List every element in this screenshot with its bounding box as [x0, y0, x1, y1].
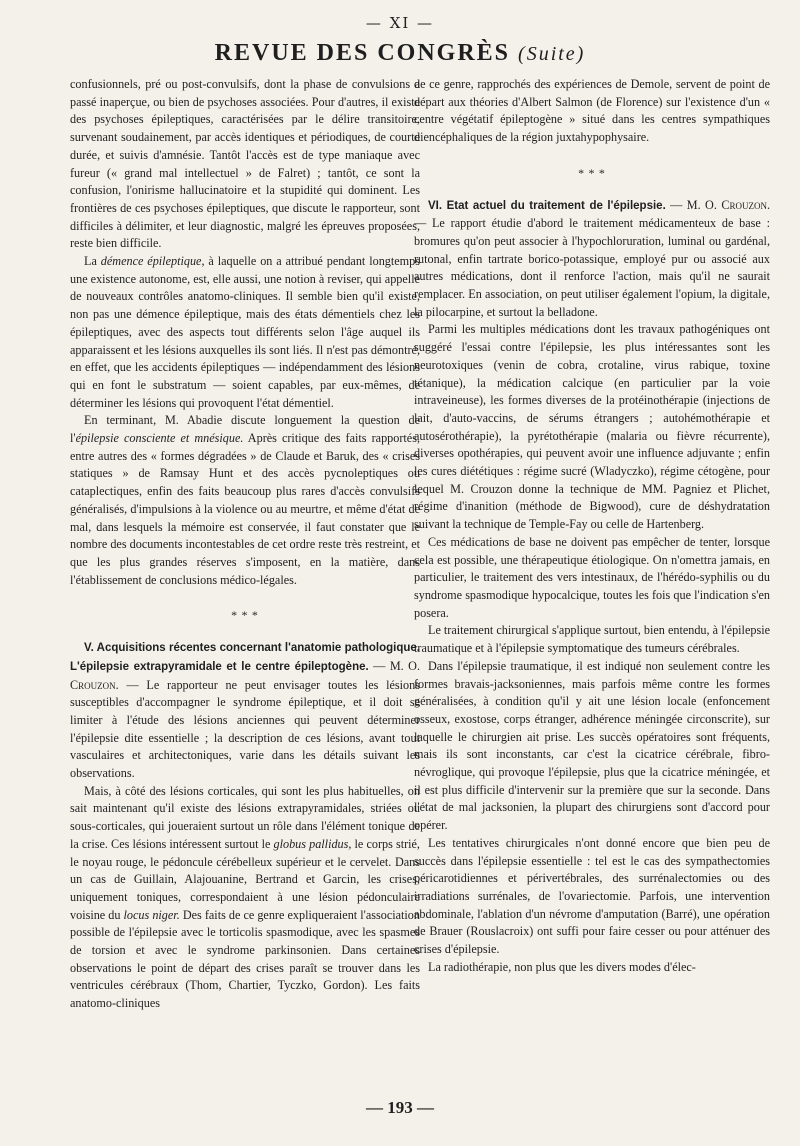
right-column: [414, 76, 770, 976]
paragraph: Ces médications de base ne doivent pas empêcher de tenter, lorsque cela est possible, une thérapeutique étiologique. On n'omettra jamais, en particulier, le traitement des vers intestinaux, de l'hérédo-syphilis ou du syndrome spasmodique hypocalcique, toutes les fois que l'indication s'en posera.: [414, 534, 770, 620]
paragraph: Le traitement chirurgical s'applique surtout, bien entendu, à l'épilepsie traumatique et à l'épilepsie symptomatique des tumeurs cérébrales.: [414, 623, 770, 656]
paragraph: En terminant, M. Abadie discute longuement la question de l'épilepsie consciente et mnésique. Après critique des faits rapportés, entre autres des « formes dégradées » de Claude et Baruk, des « crises statiques » de Ramsay Hunt et des accès pycnoleptiques ou cataplectiques, enfin des faits beaucoup plus rares d'accès convulsifs généralisés, d'impulsions à la violence ou au meurtre, et même d'état de mal, dans lesquels la mémoire est conservée, il faut constater que le nombre des documents incontestables de cet ordre reste très restreint, et que les plus grandes réserves s'imposent, en la matière, dans l'établissement de conclusions médico-légales.: [70, 413, 420, 587]
running-title: [0, 40, 800, 67]
page-number-roman: — XI —: [365, 14, 435, 32]
section-title: VI. Etat actuel du traitement de l'épilepsie.: [428, 199, 666, 212]
paragraph: Mais, à côté des lésions corticales, qui sont les plus habituelles, on sait maintenant qu'il existe des lésions extrapyramidales, striées ou sous-corticales, qui joueraient surtout un rôle dans l'élément tonique de la crise. Ces lésions intéressent surtout le globus pallidus, le corps strié, le noyau rouge, le pédoncule cérébelleux supérieur et le cervelet. Dans un cas de Guillain, Alajouanine, Bertrand et Garcin, les crises, uniquement toniques, correspondaient à une lésion pédonculaire voisine du locus niger. Des faits de ce genre expliqueraient l'association possible de l'épilepsie avec le torticolis spasmodique, avec les spasmes de torsion et avec le syndrome parkinsonien. Dans certaines observations le point de départ des crises paraît se trouver dans les ventricules cérébraux (Thom, Chartier, Tyczko, Gordon). Les faits anatomo-cliniques: [70, 783, 420, 1011]
left-column: [70, 76, 420, 1013]
paragraph: Les tentatives chirurgicales n'ont donné encore que bien peu de succès dans l'épilepsie essentielle : tel est le cas des sympathectomies péricarotidiennes et périvertébrales, des surrénalectomies ou des irradiations surrénales, de l'ovariectomie. Parfois, une intervention abdominale, l'ablation d'un névrome d'amputation (Barré), une opération de Brauer (Rouslacroix) ont suffi pour faire cesser ou pour atténuer des crises d'épilepsie.: [414, 835, 770, 957]
paragraph: Parmi les multiples médications dont les travaux pathogéniques ont suggéré l'essai contre l'épilepsie, les plus intéressantes sont les neurotoxiques (venin de cobra, crotaline, virus rabique, toxine tétanique), la médication calcique (en particulier par la voie intraveineuse), les formes diverses de la protéinothérapie (injections de lait, d'auto-vaccins, de sérums étrangers ; autohémothérapie et autosérothérapie), la pyrétothérapie (malaria ou fièvre récurrente), diverses opothérapies, qui peuvent avoir une influence adjuvante ; enfin les cures diététiques : régime sucré (Wladyczko), régime cétogène, pour lequel M. Crouzon donne la technique de MM. Pagniez et Plichet, régime d'inanition (méthode de Bigwood), cure de déshydratation suivant la technique de Temple-Fay ou celle de Hartenberg.: [414, 322, 770, 532]
section-separator: * * *: [578, 165, 606, 180]
paragraph: La radiothérapie, non plus que les divers modes d'élec-: [428, 959, 696, 974]
paragraph: Dans l'épilepsie traumatique, il est indiqué non seulement contre les formes bravais-jacksoniennes, mais parfois même contre les formes généralisées, à condition qu'il y ait une lésion locale (enfoncement osseux, exostose, corps étranger, adhérence méningée circonscrite), sur laquelle le chirurgien ait prise. Les succès opératoires sont fréquents, mais ils sont inconstants, car c'est la cicatrice cérébrale, fibro-névroglique, qui provoque l'épilepsie, plus que la cicatrice méningée, et il est plus difficile d'intervenir sur la première que sur la seconde. Dans l'état de mal jacksonien, la plupart des chirurgiens sont d'accord pour opérer.: [414, 658, 770, 833]
title-suite: (Suite): [518, 43, 586, 65]
section-v-heading-paragraph: V. Acquisitions récentes concernant l'anatomie pathologique. L'épilepsie extrapyramidale et le centre épileptogène. — M. O. Crouzon. — Le rapporteur ne peut envisager toutes les lésions susceptibles d'accompagner le syndrome épileptique, et il doit se limiter à l'étude des lésions anciennes qui peuvent déterminer l'épilepsie dite essentielle ; la description de ces lésions, avant tout vasculaires et architectoniques, varie dans les détails suivant les observations.: [70, 642, 421, 781]
paragraph: de ce genre, rapprochés des expériences de Demole, servent de point de départ aux théories d'Albert Salmon (de Florence) sur l'existence d'un « centre végétatif épileptogène » situé dans les centres sympathiques diencéphaliques de la région juxtahypophysaire.: [414, 77, 770, 145]
paragraph: confusionnels, pré ou post-convulsifs, dont la phase de convulsions a passé inaperçue, ou bien de psychoses associées. Pour d'autres, il existe des psychoses épileptiques, caractérisées par le délire transitoire, survenant soudainement, par accès identiques et périodiques, de courte durée, et suivis d'amnésie. Tantôt l'accès est de type maniaque avec fureur (« grand mal intellectuel » de Falret) ; tantôt, ce sont la confusion, l'onirisme hallucinatoire et la stupidité qui dominent. Les frontières de ces psychoses épileptiques, que discute le rapporteur, sont difficiles à délimiter, et leur diagnostic, malgré les épreuves proposées, reste bien difficile.: [70, 77, 420, 251]
paragraph: La démence épileptique, à laquelle on a attribué pendant longtemps une existence autonome, est, elle aussi, une notion à reviser, qui appelle de nouveaux contrôles anatomo-cliniques. Il semble bien qu'il existe, non pas une démence épileptique, mais des états démentiels chez les épileptiques, avec des aspects tout différents selon l'âge auquel ils apparaissent et les lésions auxquelles ils sont liés. Il n'est pas démontré, en effet, que les accidents épileptiques — indépendamment des lésions qui en font le substratum — soient capables, par eux-mêmes, de déterminer les lésions qui provoquent l'état démentiel.: [70, 254, 420, 410]
section-separator: * * *: [231, 608, 259, 623]
section-title: V. Acquisitions récentes concernant l'anatomie pathologique. L'épilepsie extrapyramidale et le centre épileptogène.: [70, 642, 420, 673]
journal-title: REVUE DES CONGRÈS: [214, 40, 511, 66]
page-number: — 193 —: [366, 1098, 434, 1117]
section-vi-heading-paragraph: VI. Etat actuel du traitement de l'épilepsie. — M. O. Crouzon. — Le rapport étudie d'abord le traitement médicamenteux de base : bromures qu'on peut associer à l'hypochloruration, luminal ou gardénal, rutonal, enfin tartrate borico-potassique, employé pur ou associé aux autres médications, dont il renforce l'action, mais qu'il ne saurait remplacer. En association, on peut utiliser également l'opium, la digitale, la pilocarpine, et surtout la belladone.: [414, 197, 770, 319]
